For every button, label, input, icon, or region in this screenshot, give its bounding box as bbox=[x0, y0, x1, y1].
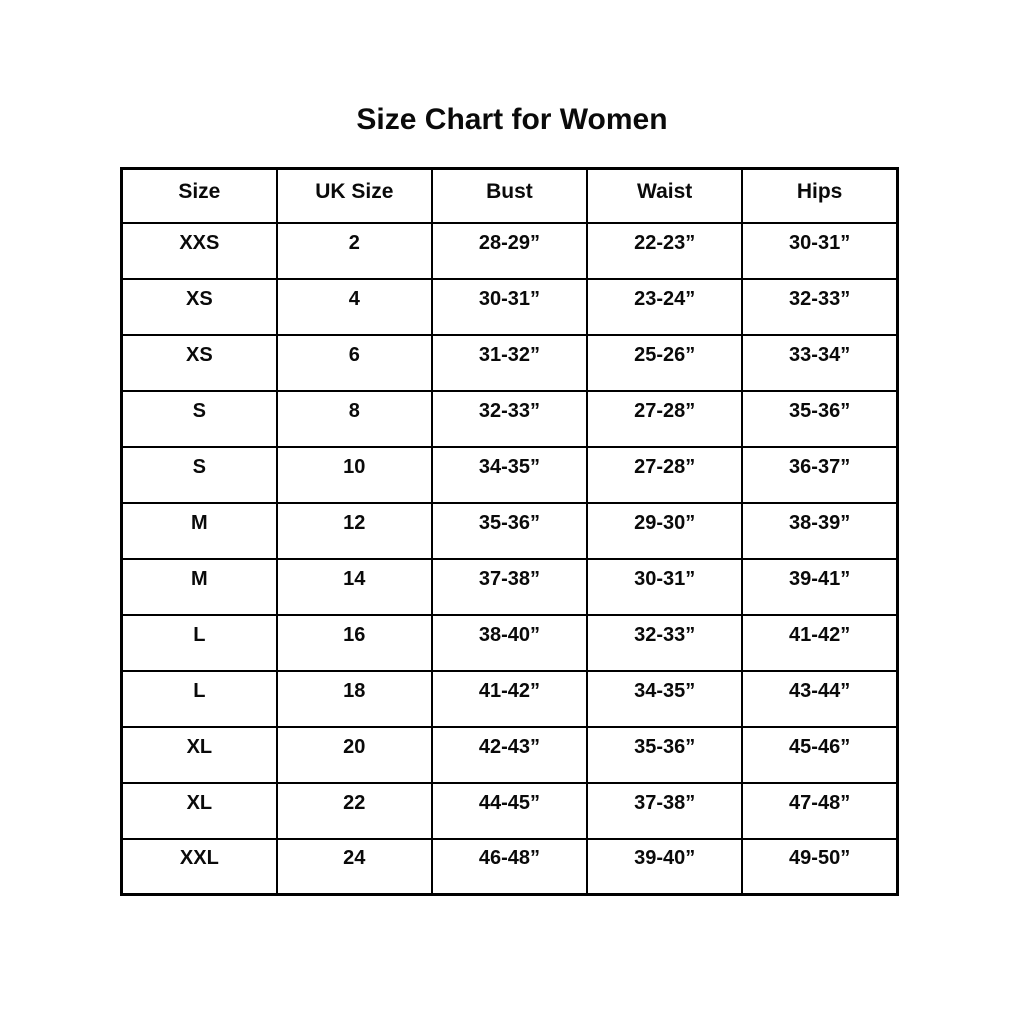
size-cell: M bbox=[122, 559, 277, 615]
table-row bbox=[122, 727, 898, 783]
waist-cell: 39-40” bbox=[587, 839, 742, 895]
column-header-bust: Bust bbox=[432, 169, 587, 223]
hips-cell: 45-46” bbox=[742, 727, 897, 783]
size-chart-table bbox=[120, 167, 899, 896]
bust-cell: 28-29” bbox=[432, 223, 587, 279]
table-row bbox=[122, 839, 898, 895]
size-cell: XXL bbox=[122, 839, 277, 895]
size-cell: XXS bbox=[122, 223, 277, 279]
uk-size-cell: 18 bbox=[277, 671, 432, 727]
waist-cell: 37-38” bbox=[587, 783, 742, 839]
uk-size-cell: 10 bbox=[277, 447, 432, 503]
table-row bbox=[122, 335, 898, 391]
uk-size-cell: 16 bbox=[277, 615, 432, 671]
table-body bbox=[122, 223, 898, 895]
column-header-waist: Waist bbox=[587, 169, 742, 223]
waist-cell: 34-35” bbox=[587, 671, 742, 727]
column-header-uk-size: UK Size bbox=[277, 169, 432, 223]
hips-cell: 30-31” bbox=[742, 223, 897, 279]
size-cell: L bbox=[122, 671, 277, 727]
bust-cell: 30-31” bbox=[432, 279, 587, 335]
table-row bbox=[122, 391, 898, 447]
size-cell: XL bbox=[122, 783, 277, 839]
bust-cell: 32-33” bbox=[432, 391, 587, 447]
table-row bbox=[122, 783, 898, 839]
table-row bbox=[122, 615, 898, 671]
page-title: Size Chart for Women bbox=[356, 103, 668, 136]
bust-cell: 46-48” bbox=[432, 839, 587, 895]
bust-cell: 31-32” bbox=[432, 335, 587, 391]
uk-size-cell: 20 bbox=[277, 727, 432, 783]
table-header bbox=[122, 169, 898, 223]
waist-cell: 32-33” bbox=[587, 615, 742, 671]
hips-cell: 47-48” bbox=[742, 783, 897, 839]
hips-cell: 49-50” bbox=[742, 839, 897, 895]
uk-size-cell: 22 bbox=[277, 783, 432, 839]
uk-size-cell: 14 bbox=[277, 559, 432, 615]
uk-size-cell: 12 bbox=[277, 503, 432, 559]
size-cell: XS bbox=[122, 335, 277, 391]
hips-cell: 43-44” bbox=[742, 671, 897, 727]
waist-cell: 30-31” bbox=[587, 559, 742, 615]
uk-size-cell: 6 bbox=[277, 335, 432, 391]
bust-cell: 41-42” bbox=[432, 671, 587, 727]
uk-size-cell: 4 bbox=[277, 279, 432, 335]
table-header-row bbox=[122, 169, 898, 223]
waist-cell: 35-36” bbox=[587, 727, 742, 783]
waist-cell: 25-26” bbox=[587, 335, 742, 391]
hips-cell: 39-41” bbox=[742, 559, 897, 615]
bust-cell: 37-38” bbox=[432, 559, 587, 615]
bust-cell: 38-40” bbox=[432, 615, 587, 671]
table-row bbox=[122, 447, 898, 503]
bust-cell: 34-35” bbox=[432, 447, 587, 503]
table-row bbox=[122, 671, 898, 727]
waist-cell: 27-28” bbox=[587, 391, 742, 447]
hips-cell: 36-37” bbox=[742, 447, 897, 503]
size-cell: S bbox=[122, 391, 277, 447]
table-row bbox=[122, 279, 898, 335]
bust-cell: 35-36” bbox=[432, 503, 587, 559]
size-cell: L bbox=[122, 615, 277, 671]
hips-cell: 35-36” bbox=[742, 391, 897, 447]
hips-cell: 32-33” bbox=[742, 279, 897, 335]
size-cell: S bbox=[122, 447, 277, 503]
table-row bbox=[122, 559, 898, 615]
waist-cell: 27-28” bbox=[587, 447, 742, 503]
waist-cell: 23-24” bbox=[587, 279, 742, 335]
uk-size-cell: 2 bbox=[277, 223, 432, 279]
column-header-hips: Hips bbox=[742, 169, 897, 223]
size-cell: XL bbox=[122, 727, 277, 783]
size-cell: XS bbox=[122, 279, 277, 335]
bust-cell: 42-43” bbox=[432, 727, 587, 783]
column-header-size: Size bbox=[122, 169, 277, 223]
waist-cell: 29-30” bbox=[587, 503, 742, 559]
waist-cell: 22-23” bbox=[587, 223, 742, 279]
uk-size-cell: 24 bbox=[277, 839, 432, 895]
bust-cell: 44-45” bbox=[432, 783, 587, 839]
table-row bbox=[122, 503, 898, 559]
size-cell: M bbox=[122, 503, 277, 559]
hips-cell: 33-34” bbox=[742, 335, 897, 391]
table-row bbox=[122, 223, 898, 279]
hips-cell: 41-42” bbox=[742, 615, 897, 671]
uk-size-cell: 8 bbox=[277, 391, 432, 447]
hips-cell: 38-39” bbox=[742, 503, 897, 559]
